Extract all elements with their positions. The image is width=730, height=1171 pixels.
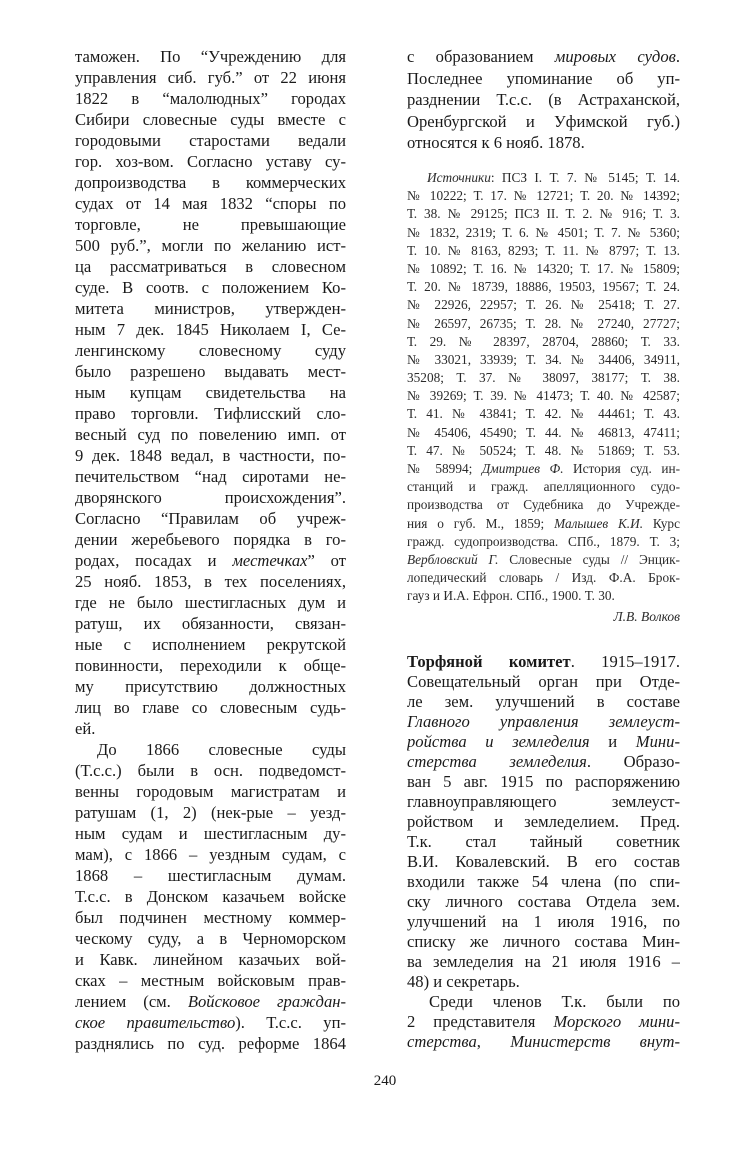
text-segment: и Кавк. линейном казачьих вой- [75,950,346,969]
text-segment: право торговли. Тифлисский сло- [75,404,346,423]
italic-text: местечках [232,551,308,570]
text-segment: ные с исполнением рекрутской [75,635,346,654]
text-segment: № 39269; Т. 39. № 41473; Т. 40. № 42587; [407,388,680,404]
text-segment: ). Т.с.с. уп- [235,1013,346,1032]
text-line [407,351,680,369]
text-segment: ей. [75,719,96,738]
right-column-continuation [407,46,680,154]
text-line [75,298,346,319]
text-line [407,1012,680,1032]
text-segment: дении жеребьевого порядка в го- [75,530,346,549]
text-line [75,676,346,697]
text-line [407,132,680,154]
text-segment: ван 5 авг. 1915 по распоряжению [407,772,680,791]
page-number: 240 [373,1073,397,1089]
text-line [75,445,346,466]
italic-text: Мини- [635,732,680,751]
text-segment: городовыми старостами ведали [75,131,346,150]
text-line [75,151,346,172]
text-segment: . Образо- [586,752,680,771]
text-segment: , [476,1032,511,1051]
text-segment: № 45406, 45490; Т. 44. № 46813, 47411; [407,424,680,440]
text-line [407,952,680,972]
text-line [407,992,680,1012]
text-segment: № 33021, 33939; Т. 34. № 34406, 34911, [407,351,680,367]
text-line [407,296,680,314]
text-segment: . [675,47,680,66]
text-line [407,496,680,514]
text-segment: 48) и секретарь. [407,972,520,991]
text-segment: относятся к 6 нояб. 1878. [407,133,585,152]
text-line [407,792,680,812]
text-line [407,972,680,992]
text-segment: История суд. ин- [563,461,680,476]
text-segment: Т. 38. № 29125; ПСЗ II. Т. 2. № 916; Т. 3. [407,206,680,222]
text-line [75,571,346,592]
text-line [75,865,346,886]
text-line [407,460,680,478]
text-line [75,235,346,256]
text-segment: № 10892; Т. 16. № 14320; Т. 17. № 15809; [407,260,680,276]
text-line [75,781,346,802]
text-line [75,46,346,67]
text-line [75,613,346,634]
italic-text: мировых судов [554,47,676,66]
text-segment: № 10222; Т. 17. № 12721; Т. 20. № 14392; [407,188,680,204]
left-column-text [75,46,346,1054]
text-line [75,739,346,760]
text-line [407,278,680,296]
text-segment: ратуш, их обязанности, связан- [75,614,346,633]
text-segment: ца рассматриваться в словесном [75,257,346,276]
text-segment: 25 нояб. 1853, в тех поселениях, [75,572,346,591]
text-segment: производства от Судебника до Учрежде- [407,497,680,513]
text-line [75,340,346,361]
text-line [407,812,680,832]
text-line [407,315,680,333]
text-line [407,387,680,405]
text-line [75,382,346,403]
text-line [75,634,346,655]
italic-text: Малышев К.И. [554,515,644,531]
text-line [407,369,680,387]
text-line [407,442,680,460]
text-line [75,592,346,613]
text-line [75,949,346,970]
text-segment: лопедический словарь / Изд. Ф.А. Брок- [407,570,680,586]
text-line [407,478,680,496]
text-segment: 2 представителя [407,1012,554,1031]
text-segment: весный суд по повелению имп. от [75,425,346,444]
text-line [407,672,680,692]
text-segment: Последнее упоминание об уп- [407,68,680,88]
text-segment: ску личного состава Отдела зем. [407,892,680,911]
text-line [407,832,680,852]
text-line [407,260,680,278]
bold-term: Торфяной комитет [407,652,571,671]
text-line [407,224,680,242]
text-line [75,970,346,991]
text-line [407,169,680,187]
text-line [407,692,680,712]
text-segment: разднении Т.с.с. (в Астраханской, [407,90,680,109]
text-line [75,718,346,739]
text-segment: родах, посадах и [75,551,233,570]
italic-text: стерства земледелия [407,752,587,771]
italic-text: Дмитриев Ф. [481,461,564,476]
text-segment: ва земледелия на 21 июля 1916 – [407,952,680,971]
text-line [75,760,346,781]
text-line [407,68,680,90]
text-segment: 9 дек. 1848 ведал, в частности, по- [75,446,346,465]
text-line [407,872,680,892]
text-segment: № 22926, 22957; Т. 26. № 25418; Т. 27. [407,297,680,313]
text-line [75,1033,346,1054]
text-segment: гражд. судопроизводства. СПб., 1879. Т. 3; [407,533,680,549]
text-line [75,697,346,718]
text-segment: где не было шестигласных дум и [75,593,346,612]
text-line [407,852,680,872]
text-segment: суде. В соотв. с положением Ко- [75,278,346,297]
italic-text: Источники [427,170,491,185]
text-segment: 35208; Т. 37. № 38097, 38177; Т. 38. [407,370,680,386]
text-segment: таможен. По “Учреждению для [75,47,346,66]
text-segment: ным 7 дек. 1845 Николаем I, Се- [75,320,346,339]
text-segment: венны городовым магистратам и [75,782,346,801]
text-line [75,907,346,928]
italic-text: Министерств внут- [510,1032,680,1051]
text-line [75,802,346,823]
text-segment: с образованием [407,47,555,66]
text-line [407,242,680,260]
text-line [407,752,680,772]
text-segment: ле зем. улучшений в составе [407,692,680,711]
text-segment: мам), с 1866 – уездным судам, с [75,845,346,864]
text-segment: (Т.с.с.) были в осн. подведомст- [75,761,346,780]
text-line [75,886,346,907]
text-segment: Курс [643,515,680,531]
text-segment: улучшений на 1 июля 1916, по [407,912,680,931]
text-segment: Т.с.с. в Донском казачьем войске [75,887,346,906]
text-line [75,361,346,382]
text-segment: ленгинскому словесному суду [75,341,346,360]
text-line [75,109,346,130]
text-line [75,487,346,508]
text-line [407,652,680,672]
text-segment: : ПСЗ I. Т. 7. № 5145; Т. 14. [490,170,680,185]
text-line [75,550,346,571]
text-line [75,844,346,865]
text-segment: 500 руб.”, могли по желанию ист- [75,236,346,255]
text-segment: повинности, переходили к обще- [75,656,346,675]
text-line [75,319,346,340]
text-line [75,424,346,445]
text-segment: лением (см. [75,992,188,1011]
text-line [407,569,680,587]
text-line [407,772,680,792]
text-line [75,88,346,109]
text-segment: гор. хоз-вом. Согласно уставу су- [75,152,346,171]
text-segment: № 58994; [407,461,482,476]
text-line [407,551,680,569]
text-line [407,111,680,133]
text-segment: ройством и земледелием. Пред. [407,812,680,831]
text-segment: управления сиб. губ.” от 22 июня [75,68,346,87]
text-segment: Т. 41. № 43841; Т. 42. № 44461; Т. 43. [407,406,680,422]
text-line [407,187,680,205]
text-segment: печительством “над сиротами не- [75,467,346,486]
author-signature: Л.В. Волков [613,609,680,624]
italic-text: Войсковое граждан- [187,992,346,1011]
sources-bibliography [407,169,680,606]
text-line [407,424,680,442]
text-segment: Т. 47. № 50524; Т. 48. № 51869; Т. 53. [407,442,680,458]
text-line [407,1032,680,1052]
text-line [407,89,680,111]
text-segment: Оренбургской и Уфимской губ.) [407,111,680,131]
text-line [75,508,346,529]
italic-text: Вербловский Г. [407,551,499,567]
text-line [75,130,346,151]
text-line [407,912,680,932]
italic-text: Главного управления землеуст- [407,712,680,731]
text-segment: Согласно “Правилам об учреж- [75,509,346,528]
text-line [75,928,346,949]
text-segment: и [589,732,636,751]
italic-text: ройства и земледелия [407,732,590,751]
text-line [407,712,680,732]
text-segment: ным купцам свидетельства на [75,383,346,402]
text-segment: станций и гражд. апелляционного судо- [407,479,680,495]
text-segment: было разрешено выдавать мест- [75,362,346,381]
article-torfyanoy-komitet [407,652,680,1052]
text-segment: Т. 20. № 18739, 18886, 19503, 19567; Т. 24. [407,279,680,295]
text-segment: разднялись по суд. реформе 1864 [75,1034,346,1053]
text-segment: торговле, не превышающие [75,215,346,234]
text-line [75,277,346,298]
text-line [407,515,680,533]
text-line [407,333,680,351]
text-segment: Сибири словесные суды вместе с [75,110,346,129]
text-line [407,533,680,551]
text-segment: Т.к. стал тайный советник [407,832,680,851]
text-line [407,932,680,952]
text-line [407,46,680,68]
text-segment: ным судам и шестигласным ду- [75,824,346,843]
text-segment: № 1832, 2319; Т. 6. № 4501; Т. 7. № 5360; [407,224,680,240]
text-segment: сках – местным войсковым прав- [75,971,346,990]
text-segment: ратушам (1, 2) (нек-рые – уезд- [75,803,346,822]
text-segment: лиц во главе со словесным судь- [75,698,346,717]
text-line [75,67,346,88]
text-line [75,172,346,193]
text-line [75,466,346,487]
text-segment: Среди членов Т.к. были по [429,992,680,1011]
text-line [75,193,346,214]
text-segment: ческому суду, а в Черноморском [75,929,346,948]
text-line [75,214,346,235]
text-segment: му присутствию должностных [75,677,346,696]
text-line [407,205,680,223]
text-segment: судах от 14 мая 1832 “споры по [75,194,346,213]
text-line [75,655,346,676]
text-segment: До 1866 словесные суды [97,740,346,759]
text-segment: Совещательный орган при Отде- [407,672,680,691]
text-segment: В.И. Ковалевский. В его состав [407,852,680,871]
text-segment: митета министров, утвержден- [75,299,346,318]
text-line [407,405,680,423]
text-segment: № 26597, 26735; Т. 28. № 27240, 27727; [407,315,680,331]
text-segment: главноуправляющего землеуст- [407,792,680,811]
text-segment: гауз и И.А. Ефрон. СПб., 1900. Т. 30. [407,588,615,604]
text-segment: 1868 – шестигласным думам. [75,866,346,885]
text-line [75,991,346,1012]
text-segment: дворянского происхождения”. [75,488,346,507]
text-line [75,403,346,424]
text-segment: списку же личного состава Мин- [407,932,680,951]
text-segment: Т. 10. № 8163, 8293; Т. 11. № 8797; Т. 13. [407,242,680,258]
text-segment: 1822 в “малолюдных” городах [75,89,346,108]
text-segment: ния о губ. М., 1859; [407,515,555,531]
text-line [75,1012,346,1033]
text-line [75,529,346,550]
italic-text: стерства [407,1032,477,1051]
text-segment: Словесные суды // Энцик- [498,551,680,567]
text-line [407,892,680,912]
text-segment: допроизводства в коммерческих [75,173,346,192]
italic-text: ское правительство [75,1013,236,1032]
text-segment: . 1915–1917. [570,652,680,671]
text-segment: был подчинен местному коммер- [75,908,346,927]
text-segment: ” от [307,551,346,570]
text-line [407,587,680,605]
text-line [75,823,346,844]
text-segment: входили также 54 члена (по спи- [407,872,680,891]
italic-text: Морского мини- [553,1012,680,1031]
text-line [407,732,680,752]
text-segment: Т. 29. № 28397, 28704, 28860; Т. 33. [407,333,680,349]
text-line [75,256,346,277]
